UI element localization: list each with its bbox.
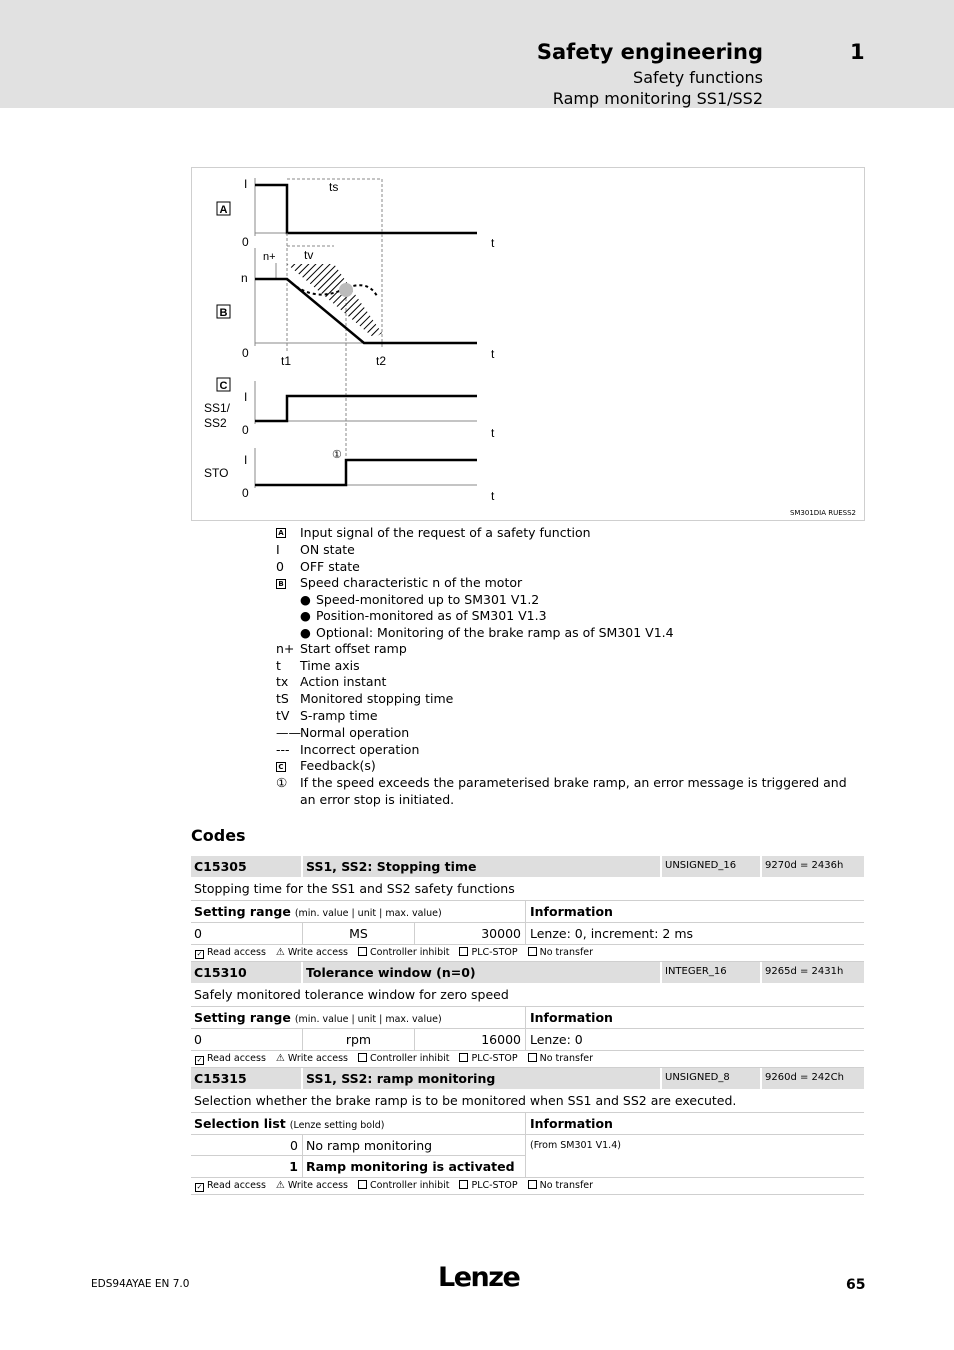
code-type: INTEGER_16 <box>662 962 762 983</box>
legend-item: n+ Start offset ramp <box>276 640 407 656</box>
codes-table <box>191 856 864 1195</box>
error-point <box>339 283 353 297</box>
code-name: SS1, SS2: ramp monitoring <box>303 1068 662 1089</box>
setting-range-values: 0 rpm 16000 Lenze: 0 <box>191 1029 864 1051</box>
sto-label-0: 0 <box>242 486 249 500</box>
lenze-logo: Lenze <box>438 1262 520 1293</box>
selection-list-header: Selection list (Lenze setting bold) Information <box>191 1113 864 1135</box>
ss2-label: SS2 <box>204 416 227 430</box>
doc-id: EDS94AYAE EN 7.0 <box>91 1278 190 1290</box>
subsection-title: Ramp monitoring SS1/SS2 <box>552 89 763 108</box>
legend-item: tV S-ramp time <box>276 707 378 723</box>
b-label-n: n <box>241 271 248 285</box>
c-label-t: t <box>491 426 495 440</box>
selection-option: 0 No ramp monitoring (From SM301 V1.4) <box>191 1135 864 1156</box>
tolerance-band <box>287 264 382 338</box>
checked-icon: ✓ <box>196 950 203 958</box>
svg-text:B: B <box>219 307 228 319</box>
code-header-row <box>191 856 864 878</box>
access-flags: ✓ Read access ⚠ Write access Controller inhibit PLC-STOP No transfer <box>191 945 864 962</box>
access-flags: ✓ Read access ⚠ Write access Controller inhibit PLC-STOP No transfer <box>191 1051 864 1068</box>
legend-item: tS Monitored stopping time <box>276 691 454 707</box>
c-label-0: 0 <box>242 423 249 437</box>
chapter-number: 1 <box>850 40 865 64</box>
code-description: Stopping time for the SS1 and SS2 safety functions <box>191 878 864 901</box>
section-title: Safety functions <box>633 68 763 87</box>
code-id: C15310 <box>191 962 303 983</box>
legend-item: I ON state <box>276 541 355 557</box>
legend-item: A Input signal of the request of a safety function <box>272 525 862 542</box>
sto-label-t: t <box>491 489 495 503</box>
ss-feedback-line <box>255 396 477 421</box>
unchecked-icon <box>459 947 468 956</box>
setting-range-values: 0 MS 30000 Lenze: 0, increment: 2 ms <box>191 923 864 945</box>
unchecked-icon <box>528 1180 537 1189</box>
legend-item: —— Normal operation <box>276 724 410 740</box>
code-name: Tolerance window (n=0) <box>303 962 662 983</box>
timing-diagram <box>191 167 865 521</box>
codes-heading: Codes <box>191 826 246 845</box>
a-label-t: t <box>491 236 495 250</box>
ss1-label: SS1/ <box>204 401 231 415</box>
setting-range-header: Setting range (min. value | unit | max. value) Information <box>191 1007 864 1029</box>
a-label-i: I <box>244 177 248 191</box>
unchecked-icon <box>358 947 367 956</box>
legend-item: --- Incorrect operation <box>276 741 420 757</box>
box-b <box>217 305 230 319</box>
figure-reference: SM301DIA RUESS2 <box>789 509 856 517</box>
sto-line <box>255 460 477 485</box>
checked-icon: ✓ <box>196 1183 203 1191</box>
sto-label-i: I <box>244 453 248 467</box>
legend-item: ① If the speed exceeds the parameterised brake ramp, an error message is triggered and an error stop is initiated. <box>276 775 847 807</box>
ts-label: ts <box>329 180 339 194</box>
code-header-row <box>191 962 864 984</box>
legend-item: C Feedback(s) <box>272 758 862 775</box>
legend-item: tx Action instant <box>276 674 387 690</box>
legend-bullet: ● Speed-monitored up to SM301 V1.2 <box>300 592 540 608</box>
warning-icon: ⚠ <box>275 1053 285 1064</box>
code-name: SS1, SS2: Stopping time <box>303 856 662 877</box>
unchecked-icon <box>358 1053 367 1062</box>
unchecked-icon <box>528 947 537 956</box>
code-header-row <box>191 1068 864 1090</box>
warning-icon: ⚠ <box>275 947 285 958</box>
legend-item: B Speed characteristic n of the motor <box>272 575 862 592</box>
code-description: Selection whether the brake ramp is to be monitored when SS1 and SS2 are executed. <box>191 1090 864 1113</box>
t2-label: t2 <box>376 354 387 368</box>
b-label-t: t <box>491 347 495 361</box>
page-header <box>0 0 954 108</box>
unchecked-icon <box>358 1180 367 1189</box>
svg-text:C: C <box>219 380 228 392</box>
c-label-i: I <box>244 390 248 404</box>
box-a <box>217 202 230 216</box>
code-id: C15315 <box>191 1068 303 1089</box>
t1-label: t1 <box>281 354 292 368</box>
code-index: 9265d = 2431h <box>765 966 844 977</box>
code-id: C15305 <box>191 856 303 877</box>
checked-icon: ✓ <box>196 1056 203 1064</box>
legend <box>272 525 862 809</box>
box-c <box>217 378 230 392</box>
access-flags: ✓ Read access ⚠ Write access Controller inhibit PLC-STOP No transfer <box>191 1178 864 1195</box>
setting-range-header: Setting range (min. value | unit | max. value) Information <box>191 901 864 923</box>
selection-option-default: 1 Ramp monitoring is activated <box>191 1156 864 1178</box>
code-index: 9260d = 242Ch <box>765 1072 844 1083</box>
unchecked-icon <box>459 1053 468 1062</box>
unchecked-icon <box>459 1180 468 1189</box>
nplus-label: n+ <box>263 251 276 263</box>
legend-item: t Time axis <box>276 657 360 673</box>
sto-label: STO <box>204 466 229 480</box>
code-description: Safely monitored tolerance window for zero speed <box>191 984 864 1007</box>
page-number: 65 <box>846 1277 866 1293</box>
b-label-0: 0 <box>242 346 249 360</box>
code-index: 9270d = 2436h <box>765 860 844 871</box>
tv-label: tv <box>304 248 314 262</box>
signal-a-line <box>255 185 477 233</box>
legend-bullet: ● Position-monitored as of SM301 V1.3 <box>300 608 547 624</box>
timing-diagram-svg <box>192 168 864 520</box>
warning-icon: ⚠ <box>275 1180 285 1191</box>
unchecked-icon <box>528 1053 537 1062</box>
a-label-0: 0 <box>242 235 249 249</box>
legend-bullet: ● Optional: Monitoring of the brake ramp as of SM301 V1.4 <box>300 624 674 640</box>
code-type: UNSIGNED_16 <box>662 856 762 877</box>
circle1-marker: ① <box>332 449 342 461</box>
svg-text:A: A <box>219 204 228 216</box>
page-title: Safety engineering <box>536 40 763 64</box>
code-type: UNSIGNED_8 <box>662 1068 762 1089</box>
legend-item: 0 OFF state <box>276 558 360 574</box>
